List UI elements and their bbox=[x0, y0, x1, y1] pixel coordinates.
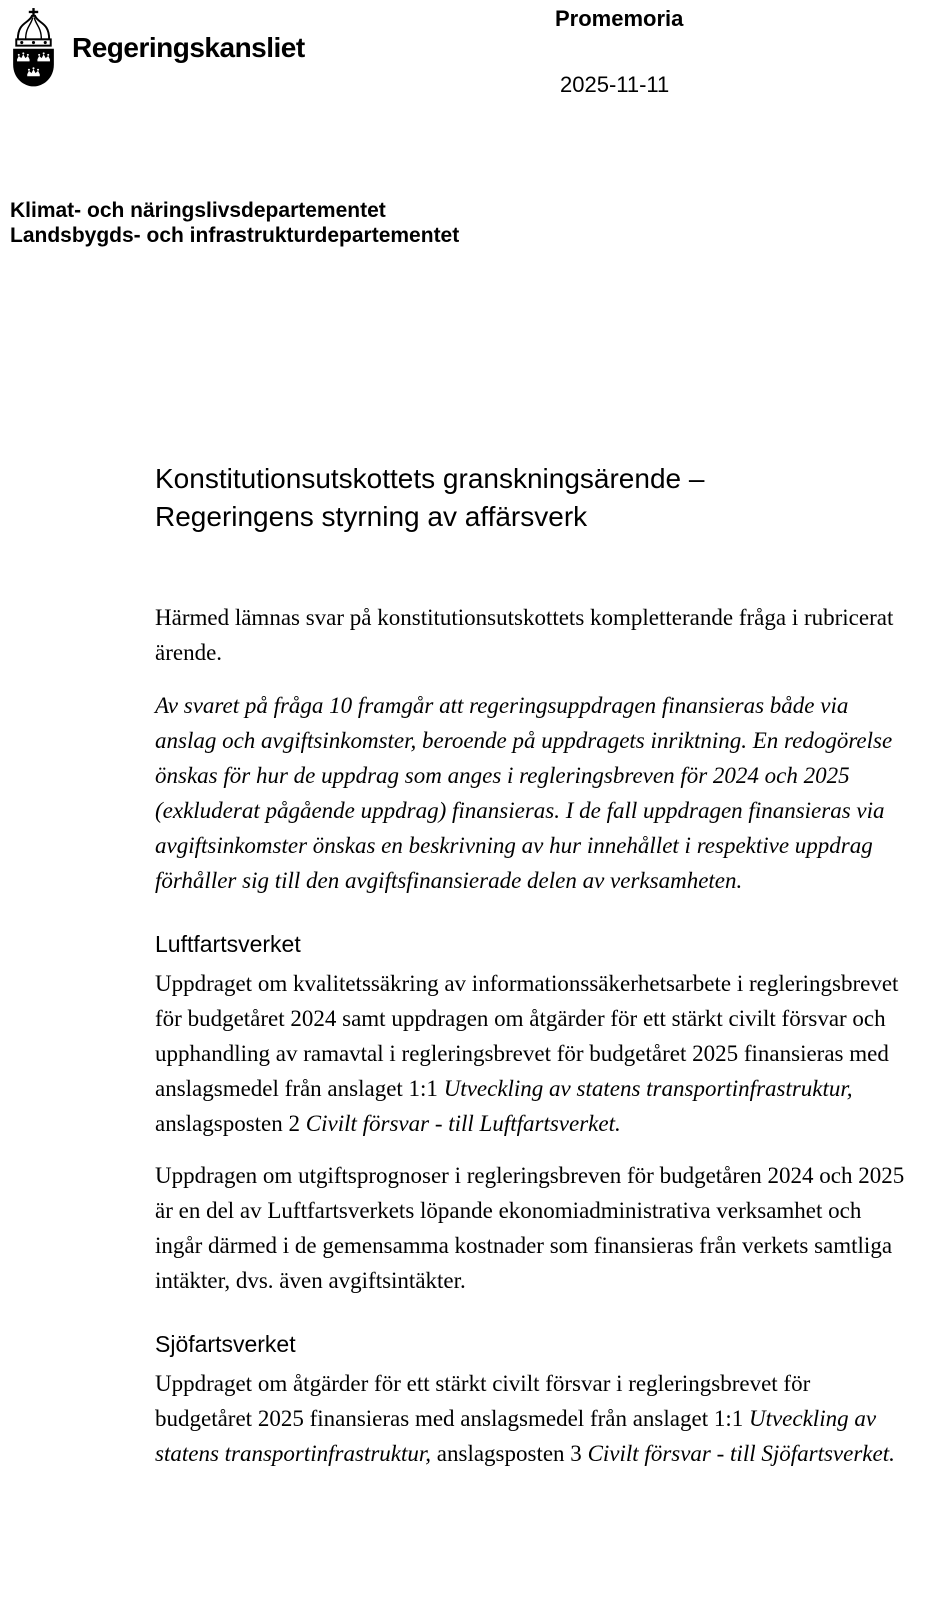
coat-of-arms-icon bbox=[10, 8, 57, 88]
quoted-question-paragraph: Av svaret på fråga 10 framgår att regeringsuppdragen finansieras både via anslag och avgiftsinkomster, beroende på uppdragets inriktning. En redogörelse önskas för hur de uppdrag som anges i regleringsbreven för 2024 och 2025 (exkluderat pågående uppdrag) finansieras. I de fall uppdragen finansieras via avgiftsinkomster önskas en beskrivning av hur innehållet i respektive uppdrag förhåller sig till den avgiftsfinansierade delen av verksamheten. bbox=[155, 693, 893, 893]
section-heading-luftfartsverket: Luftfartsverket bbox=[155, 931, 301, 957]
body-paragraph: Uppdraget om kvalitetssäkring av informationssäkerhetsarbete i regleringsbrevet för budgetåret 2024 samt uppdragen om åtgärder för ett stärkt civilt försvar och upphandling av ramavtal i regleringsbrevet för budgetåret 2025 finansieras med anslagsmedel från anslaget 1:1 Utveckling av statens transportinfrastruktur, anslagsposten 2 Civilt försvar - till Luftfartsverket. bbox=[155, 971, 899, 1136]
page-title bbox=[155, 460, 910, 536]
body-paragraph: Uppdragen om utgiftsprognoser i regleringsbreven för budgetåren 2024 och 2025 är en del av Luftfartsverkets löpande ekonomiadministrativa verksamhet och ingår därmed i de gemensamma kostnader som finansieras från verkets samtliga intäkter, dvs. även avgiftsintäkter. bbox=[155, 1163, 905, 1293]
body-paragraph: Uppdraget om åtgärder för ett stärkt civilt försvar i regleringsbrevet för budgetåret 2025 finansieras med anslagsmedel från anslaget 1:1 Utveckling av statens transportinfrastruktur, anslagsposten 3 Civilt försvar - till Sjöfartsverket. bbox=[155, 1371, 895, 1466]
title-line-2: Regeringens styrning av affärsverk bbox=[155, 501, 588, 532]
doc-date: 2025-11-11 bbox=[560, 72, 670, 97]
department-line: Klimat- och näringslivsdepartementet bbox=[10, 199, 386, 222]
document-body bbox=[155, 460, 910, 1471]
section-heading-sjofartsverket: Sjöfartsverket bbox=[155, 1331, 296, 1357]
agency-name: Regeringskansliet bbox=[72, 32, 305, 63]
doc-type-label: Promemoria bbox=[555, 6, 684, 31]
intro-paragraph: Härmed lämnas svar på konstitutionsutskottets kompletterande fråga i rubricerat ärende. bbox=[155, 605, 894, 665]
department-line: Landsbygds- och infrastrukturdepartementet bbox=[10, 224, 460, 247]
title-line-1: Konstitutionsutskottets granskningsärende – bbox=[155, 463, 705, 494]
department-list bbox=[10, 198, 459, 248]
government-logo bbox=[10, 8, 305, 88]
